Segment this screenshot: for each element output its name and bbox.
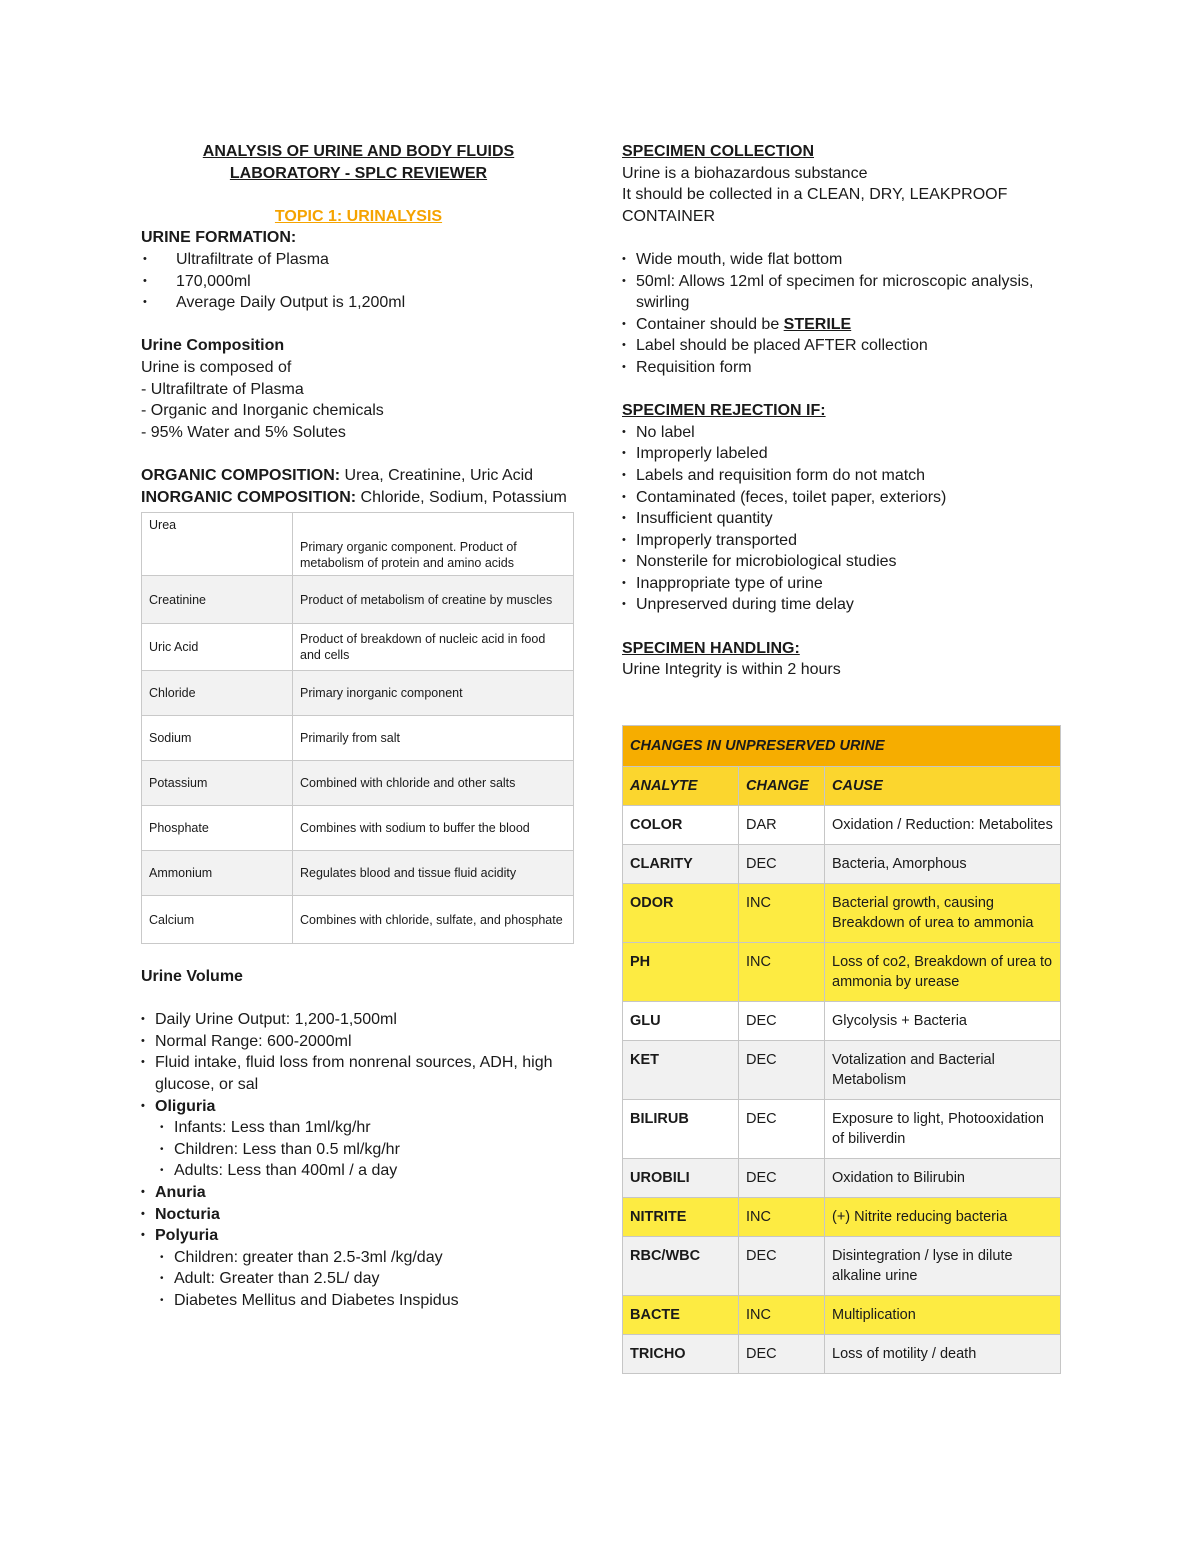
table-row [142,806,574,851]
table-row [142,671,574,716]
list-item: • Improperly transported [622,530,1062,552]
cause-cell: Bacteria, Amorphous [825,845,1061,884]
composition-item: - Ultrafiltrate of Plasma [141,380,304,398]
changes-table [622,725,1061,1374]
cause-cell: Votalization and Bacterial Metabolism [825,1041,1061,1100]
table-row [623,845,1061,884]
change-cell: INC [739,1198,825,1237]
sterile-prefix: Container should be [636,315,784,333]
component-desc: Product of breakdown of nucleic acid in food and cells [293,624,574,671]
table-row [623,1041,1061,1100]
list-item: • Labels and requisition form do not match [622,465,1062,487]
change-cell: DEC [739,1002,825,1041]
component-name: Sodium [142,716,293,761]
left-column [141,141,576,1312]
topic-heading: TOPIC 1: URINALYSIS [274,207,443,225]
analyte-cell: KET [623,1041,739,1100]
table-row [142,624,574,671]
analyte-cell: GLU [623,1002,739,1041]
changes-table-title-row [623,726,1061,767]
collection-line: Urine is a biohazardous substance [622,164,868,182]
volume-list-2 [141,1182,576,1247]
list-item: • Requisition form [622,357,1062,379]
list-item: • Diabetes Mellitus and Diabetes Inspidus [141,1290,576,1312]
organic-text: Urea, Creatinine, Uric Acid [340,466,534,484]
analyte-cell: ODOR [623,884,739,943]
collection-heading: SPECIMEN COLLECTION [622,143,815,160]
composition-heading: Urine Composition [141,337,285,355]
table-row-highlighted [623,884,1061,943]
list-item: • Daily Urine Output: 1,200-1,500ml [141,1009,576,1031]
component-name: Phosphate [142,806,293,851]
handling-heading: SPECIMEN HANDLING: [622,639,800,657]
handling-text: Urine Integrity is within 2 hours [622,661,841,679]
cause-cell: Loss of motility / death [825,1335,1061,1374]
change-cell: DEC [739,845,825,884]
list-item: • No label [622,422,1062,444]
urine-formation-heading: URINE FORMATION: [141,229,297,247]
table-row [623,1335,1061,1374]
component-desc: Primary organic component. Product of metabolism of protein and amino acids [293,513,574,576]
table-row [623,1159,1061,1198]
list-item: • Nonsterile for microbiological studies [622,551,1062,573]
list-item-polyuria: • Polyuria [141,1225,576,1247]
document-subtitle: LABORATORY - SPLC REVIEWER [229,164,488,182]
component-desc: Regulates blood and tissue fluid acidity [293,851,574,896]
change-cell: DAR [739,806,825,845]
table-row-highlighted [623,1198,1061,1237]
cause-cell: Oxidation / Reduction: Metabolites [825,806,1061,845]
collection-list [622,249,1062,379]
list-item: • Inappropriate type of urine [622,573,1062,595]
cause-cell: Disintegration / lyse in dilute alkaline urine [825,1237,1061,1296]
list-item: • Children: greater than 2.5-3ml /kg/day [141,1247,576,1269]
collection-line: It should be collected in a CLEAN, DRY, LEAKPROOF CONTAINER [622,186,1008,225]
composition-item: - Organic and Inorganic chemicals [141,402,384,420]
change-cell: INC [739,884,825,943]
component-name: Ammonium [142,851,293,896]
volume-list [141,1009,576,1117]
list-item: • Fluid intake, fluid loss from nonrenal sources, ADH, high glucose, or sal [141,1052,576,1095]
table-row [623,1237,1061,1296]
table-row [142,513,574,576]
inorganic-composition [141,487,576,509]
analyte-cell: TRICHO [623,1335,739,1374]
list-item: • Label should be placed AFTER collection [622,335,1062,357]
component-desc: Primary inorganic component [293,671,574,716]
oliguria-list [141,1117,576,1182]
table-row-highlighted [623,943,1061,1002]
table-row [142,576,574,624]
changes-table-title: CHANGES IN UNPRESERVED URINE [623,726,1061,767]
component-name: Uric Acid [142,624,293,671]
change-cell: DEC [739,1335,825,1374]
document-title: ANALYSIS OF URINE AND BODY FLUIDS [202,143,515,160]
table-row [623,806,1061,845]
component-desc: Product of metabolism of creatine by muscles [293,576,574,624]
component-name: Potassium [142,761,293,806]
cause-cell: Glycolysis + Bacteria [825,1002,1061,1041]
component-desc: Primarily from salt [293,716,574,761]
list-item: • Adult: Greater than 2.5L/ day [141,1268,576,1290]
list-item: • Children: Less than 0.5 ml/kg/hr [141,1139,576,1161]
column-header-analyte: ANALYTE [623,767,739,806]
composition-intro: Urine is composed of [141,358,292,376]
list-item: • Improperly labeled [622,443,1062,465]
change-cell: DEC [739,1159,825,1198]
analyte-cell: CLARITY [623,845,739,884]
column-header-cause: CAUSE [825,767,1061,806]
change-cell: INC [739,943,825,1002]
table-row [142,716,574,761]
change-cell: INC [739,1296,825,1335]
table-row-highlighted [623,1296,1061,1335]
polyuria-list [141,1247,576,1312]
column-header-change: CHANGE [739,767,825,806]
analyte-cell: UROBILI [623,1159,739,1198]
component-desc: Combines with sodium to buffer the blood [293,806,574,851]
change-cell: DEC [739,1237,825,1296]
component-name: Calcium [142,896,293,944]
rejection-list [622,422,1062,616]
cause-cell: Exposure to light, Photooxidation of biliverdin [825,1100,1061,1159]
analyte-cell: BACTE [623,1296,739,1335]
table-row [623,1002,1061,1041]
list-item: • Ultrafiltrate of Plasma [141,249,576,271]
list-item: • 170,000ml [141,271,576,293]
list-item: • Normal Range: 600-2000ml [141,1031,576,1053]
component-desc: Combined with chloride and other salts [293,761,574,806]
rejection-heading: SPECIMEN REJECTION IF: [622,402,826,420]
urine-formation-list [141,249,576,314]
list-item: • 50ml: Allows 12ml of specimen for microscopic analysis, swirling [622,271,1062,314]
analyte-cell: NITRITE [623,1198,739,1237]
cause-cell: (+) Nitrite reducing bacteria [825,1198,1061,1237]
cause-cell: Multiplication [825,1296,1061,1335]
analyte-cell: RBC/WBC [623,1237,739,1296]
organic-label: ORGANIC COMPOSITION: [141,466,341,484]
change-cell: DEC [739,1041,825,1100]
right-column [622,141,1062,681]
table-row [142,761,574,806]
analyte-cell: BILIRUB [623,1100,739,1159]
cause-cell: Bacterial growth, causing Breakdown of urea to ammonia [825,884,1061,943]
component-name: Creatinine [142,576,293,624]
list-item: • Average Daily Output is 1,200ml [141,292,576,314]
list-item: • Unpreserved during time delay [622,594,1062,616]
table-row [142,896,574,944]
list-item: • Contaminated (feces, toilet paper, exteriors) [622,487,1062,509]
inorganic-text: Chloride, Sodium, Potassium [356,488,567,506]
list-item-nocturia: • Nocturia [141,1204,576,1226]
list-item-sterile [622,314,1062,336]
component-name: Urea [142,513,293,576]
inorganic-label: INORGANIC COMPOSITION: [141,488,357,506]
list-item-anuria: • Anuria [141,1182,576,1204]
list-item: • Infants: Less than 1ml/kg/hr [141,1117,576,1139]
list-item: • Insufficient quantity [622,508,1062,530]
sterile-word: STERILE [783,315,852,333]
change-cell: DEC [739,1100,825,1159]
analyte-cell: PH [623,943,739,1002]
volume-heading: Urine Volume [141,968,243,986]
list-item: • Wide mouth, wide flat bottom [622,249,1062,271]
table-row [142,851,574,896]
organic-composition [141,465,576,487]
list-item: • Adults: Less than 400ml / a day [141,1160,576,1182]
component-desc: Combines with chloride, sulfate, and phosphate [293,896,574,944]
components-table [141,512,574,944]
changes-table-header-row [623,767,1061,806]
cause-cell: Oxidation to Bilirubin [825,1159,1061,1198]
analyte-cell: COLOR [623,806,739,845]
component-name: Chloride [142,671,293,716]
composition-item: - 95% Water and 5% Solutes [141,423,346,441]
cause-cell: Loss of co2, Breakdown of urea to ammonia by urease [825,943,1061,1002]
table-row [623,1100,1061,1159]
list-item-oliguria: • Oliguria [141,1096,576,1118]
